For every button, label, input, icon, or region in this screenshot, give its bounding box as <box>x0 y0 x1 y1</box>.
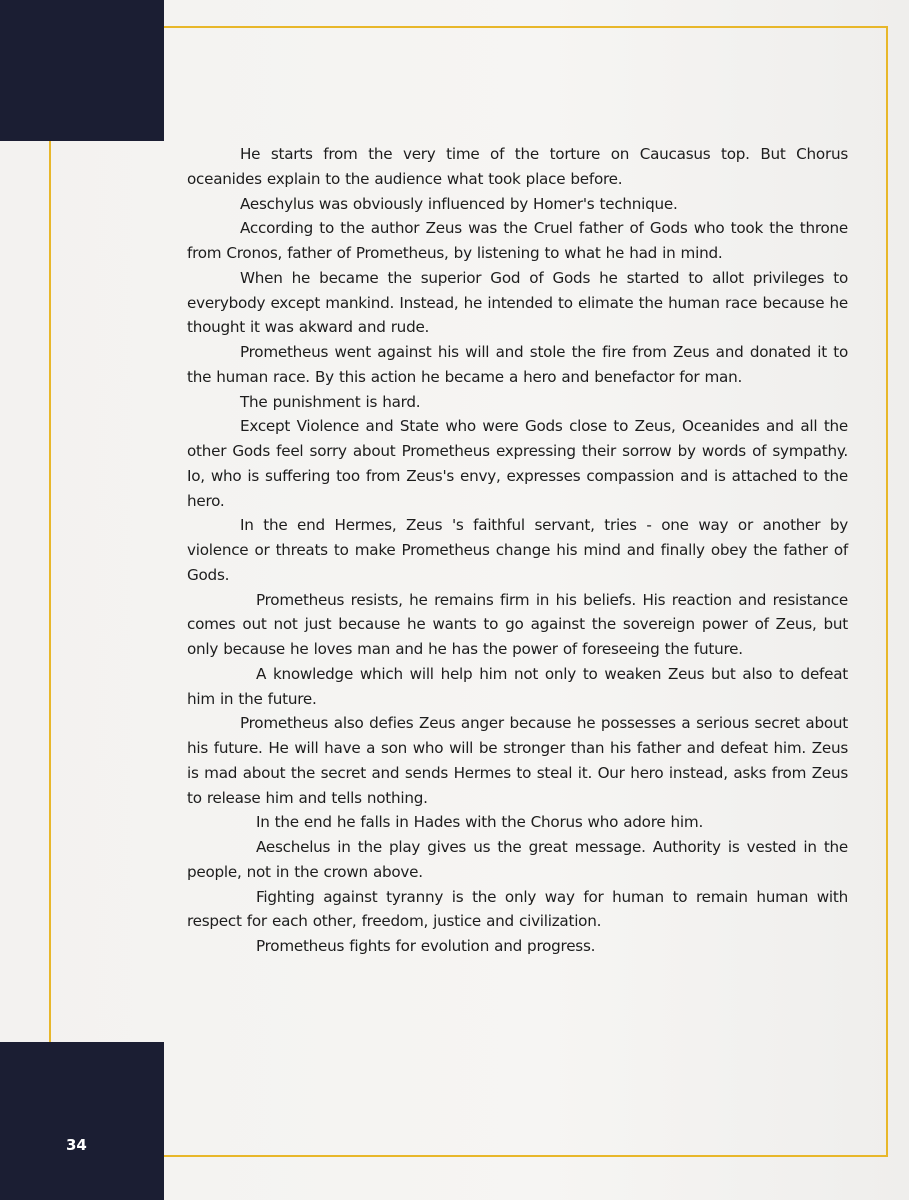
paragraph: Aeschelus in the play gives us the great message. Authority is vested in the people, not in the crown above. <box>187 838 848 881</box>
paragraph: Prometheus resists, he remains firm in his beliefs. His reaction and resistance comes out not just because he wants to go against the sovereign power of Zeus, but only because he loves man and he has the power of foreseeing the future. <box>187 590 848 658</box>
paragraph: When he became the superior God of Gods he started to allot privileges to everybody except mankind. Instead, he intended to elimate the human race because he thought it was akward and rude. <box>187 268 848 337</box>
page-number: 34 <box>66 1136 87 1154</box>
navy-corner-block-bottom <box>0 1042 164 1200</box>
paragraph: Prometheus fights for evolution and progress. <box>256 937 596 955</box>
paragraph: In the end Hermes, Zeus 's faithful servant, tries - one way or another by violence or threats to make Prometheus change his mind and finally obey the father of Gods. <box>187 516 848 584</box>
frame-rule-left <box>49 141 51 1042</box>
navy-corner-block-top <box>0 0 164 141</box>
paragraph: Except Violence and State who were Gods close to Zeus, Oceanides and all the other Gods feel sorry about Prometheus expressing their sorrow by words of sympathy. Io, who is suffering too from Zeus's envy, expresses compassion and is attached to the hero. <box>187 417 848 510</box>
paragraph: A knowledge which will help him not only to weaken Zeus but also to defeat him in the future. <box>187 664 848 708</box>
paragraph: The punishment is hard. <box>240 392 421 411</box>
frame-rule-top <box>164 26 888 28</box>
paragraph: Fighting against tyranny is the only way for human to remain human with respect for each other, freedom, justice and civilization. <box>187 887 848 931</box>
paragraph: According to the author Zeus was the Cruel father of Gods who took the throne from Cronos, father of Prometheus, by listening to what he had in mind. <box>187 219 848 262</box>
body-text <box>187 142 848 959</box>
paragraph: Aeschylus was obviously influenced by Homer's technique. <box>240 194 678 213</box>
paragraph: In the end he falls in Hades with the Chorus who adore him. <box>256 813 704 832</box>
frame-rule-right <box>886 26 888 1157</box>
frame-rule-bottom <box>164 1155 888 1157</box>
paragraph: Prometheus went against his will and stole the fire from Zeus and donated it to the human race. By this action he became a hero and benefactor for man. <box>187 343 848 386</box>
paragraph: Prometheus also defies Zeus anger because he possesses a serious secret about his future. He will have a son who will be stronger than his father and defeat him. Zeus is mad about the secret and sends Hermes to steal it. Our hero instead, asks from Zeus to release him and tells nothing. <box>187 714 848 807</box>
paragraph: He starts from the very time of the torture on Caucasus top. But Chorus oceanides explain to the audience what took place before. <box>187 145 848 188</box>
